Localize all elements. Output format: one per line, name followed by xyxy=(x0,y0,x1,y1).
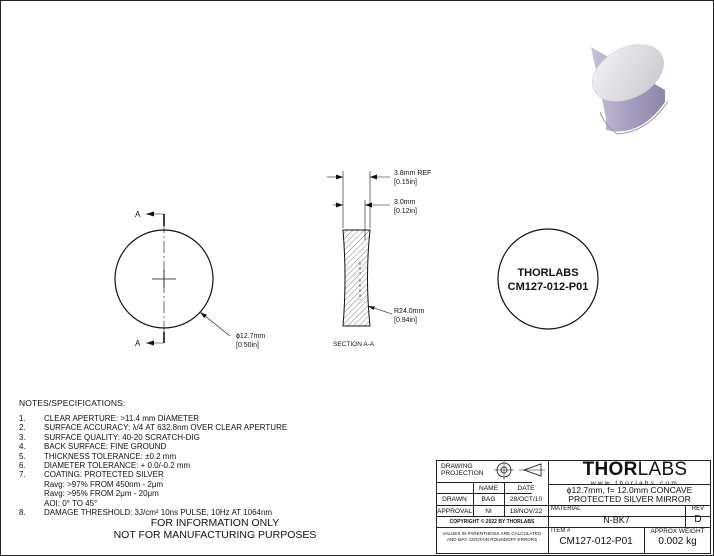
note-number xyxy=(19,489,44,498)
note-text: THICKNESS TOLERANCE: ±0.2 mm xyxy=(44,451,177,461)
note-text: Ravg: >97% FROM 450nm - 2μm xyxy=(44,479,164,489)
engraving-line-1: THORLABS xyxy=(517,267,579,279)
note-item xyxy=(19,442,359,451)
approval-label: APPROVAL xyxy=(436,508,473,515)
front-view xyxy=(115,212,230,346)
note-text: DAMAGE THRESHOLD: 3J/cm² 10ns PULSE, 10Hz AT 1064nm xyxy=(44,508,273,518)
part-description: ϕ12.7mm, f= 12.0mm CONCAVE PROTECTED SILVER MIRROR xyxy=(566,485,693,504)
note-item xyxy=(19,489,359,498)
approval-date: 18/NOV/22 xyxy=(509,508,543,515)
weight-value: 0.002 kg xyxy=(658,536,697,547)
col-date-header: DATE xyxy=(517,485,535,492)
mirror-3d-render xyxy=(583,33,674,134)
note-number: 1. xyxy=(19,414,26,423)
note-item xyxy=(19,461,359,470)
note-number: 2. xyxy=(19,423,26,433)
logo-thor: THOR xyxy=(582,459,638,480)
section-label: SECTION A-A xyxy=(333,341,375,348)
item-value: CM127-012-P01 xyxy=(559,536,633,547)
disclaimer-line-1: FOR INFORMATION ONLY xyxy=(150,517,280,529)
note-text: SURFACE ACCURACY: λ/4 AT 632.8nm OVER CLEAR APERTURE xyxy=(44,423,288,433)
note-number xyxy=(19,499,44,508)
note-item xyxy=(19,414,359,423)
note-number: 7. xyxy=(19,470,26,480)
thickness-dim-mm: 3.0mm xyxy=(394,199,416,206)
rev-label: REV xyxy=(691,506,705,512)
note-item xyxy=(19,423,359,432)
radius-dim-in: [0.94in] xyxy=(394,317,417,324)
note-number: 6. xyxy=(19,461,26,471)
material-value: N-BK7 xyxy=(603,515,630,525)
approval-name: NI xyxy=(485,508,492,515)
note-text: SURFACE QUALITY: 40-20 SCRATCH-DIG xyxy=(44,432,200,442)
col-name-header: NAME xyxy=(478,485,499,492)
weight-label: APPROX WEIGHT xyxy=(650,528,705,535)
diameter-dim-mm: ϕ12.7mm xyxy=(236,333,266,340)
section-marker-top: A xyxy=(135,210,141,219)
material-label: MATERIAL xyxy=(551,506,581,512)
logo-url: www.thorlabs.com xyxy=(591,480,679,487)
engraving-view xyxy=(498,229,598,329)
note-text: DIAMETER TOLERANCE: + 0.0/-0.2 mm xyxy=(44,461,191,471)
notes-title: NOTES/SPECIFICATIONS: xyxy=(19,398,126,408)
thickness-dim-in: [0.12in] xyxy=(394,208,417,215)
note-item xyxy=(19,452,359,461)
note-text: AOI: 0° TO 45° xyxy=(44,498,98,508)
values-note: VALUES IN PARENTHESIS ARE CALCULATED AND MAY CONTAIN ROUNDOFF ERRORS xyxy=(442,531,542,542)
note-number: 3. xyxy=(19,432,26,442)
logo-labs: LABS xyxy=(637,459,688,480)
ref-dim-in: [0.15in] xyxy=(394,179,417,186)
section-marker-bottom: A xyxy=(135,339,141,348)
note-text: BACK SURFACE: FINE GROUND xyxy=(44,442,167,452)
drawn-date: 28/OCT/10 xyxy=(509,496,543,503)
section-view xyxy=(327,171,392,326)
note-text: COATING: PROTECTED SILVER xyxy=(44,470,164,480)
ref-dim-mm: 3.8mm REF xyxy=(394,170,432,177)
tb-divider xyxy=(436,482,532,483)
note-number: 8. xyxy=(19,508,26,518)
tb-divider xyxy=(436,493,532,494)
item-label: ITEM # xyxy=(551,528,571,534)
note-text: Ravg: >95% FROM 2μm - 20μm xyxy=(44,489,159,499)
diameter-dim-in: [0.50in] xyxy=(236,342,259,349)
drawn-label: DRAWN xyxy=(442,496,467,503)
note-text: CLEAR APERTURE: >11.4 mm DIAMETER xyxy=(44,414,200,423)
note-item xyxy=(19,470,359,479)
notes-list xyxy=(19,414,359,517)
rev-value: D xyxy=(694,514,702,525)
thorlabs-logo xyxy=(578,460,692,488)
radius-dim-mm: R24.0mm xyxy=(394,308,425,315)
copyright: COPYRIGHT © 2022 BY THORLABS xyxy=(449,519,535,525)
note-number xyxy=(19,480,44,489)
projection-label: DRAWING PROJECTION xyxy=(441,463,484,477)
engraving-line-2: CM127-012-P01 xyxy=(507,281,589,293)
disclaimer-line-2: NOT FOR MANUFACTURING PURPOSES xyxy=(113,529,317,541)
note-number: 4. xyxy=(19,442,26,452)
note-item xyxy=(19,499,359,508)
note-item xyxy=(19,433,359,442)
drawn-name: BAG xyxy=(481,496,496,503)
disclaimer xyxy=(100,517,330,541)
note-number: 5. xyxy=(19,451,26,461)
note-item xyxy=(19,480,359,489)
